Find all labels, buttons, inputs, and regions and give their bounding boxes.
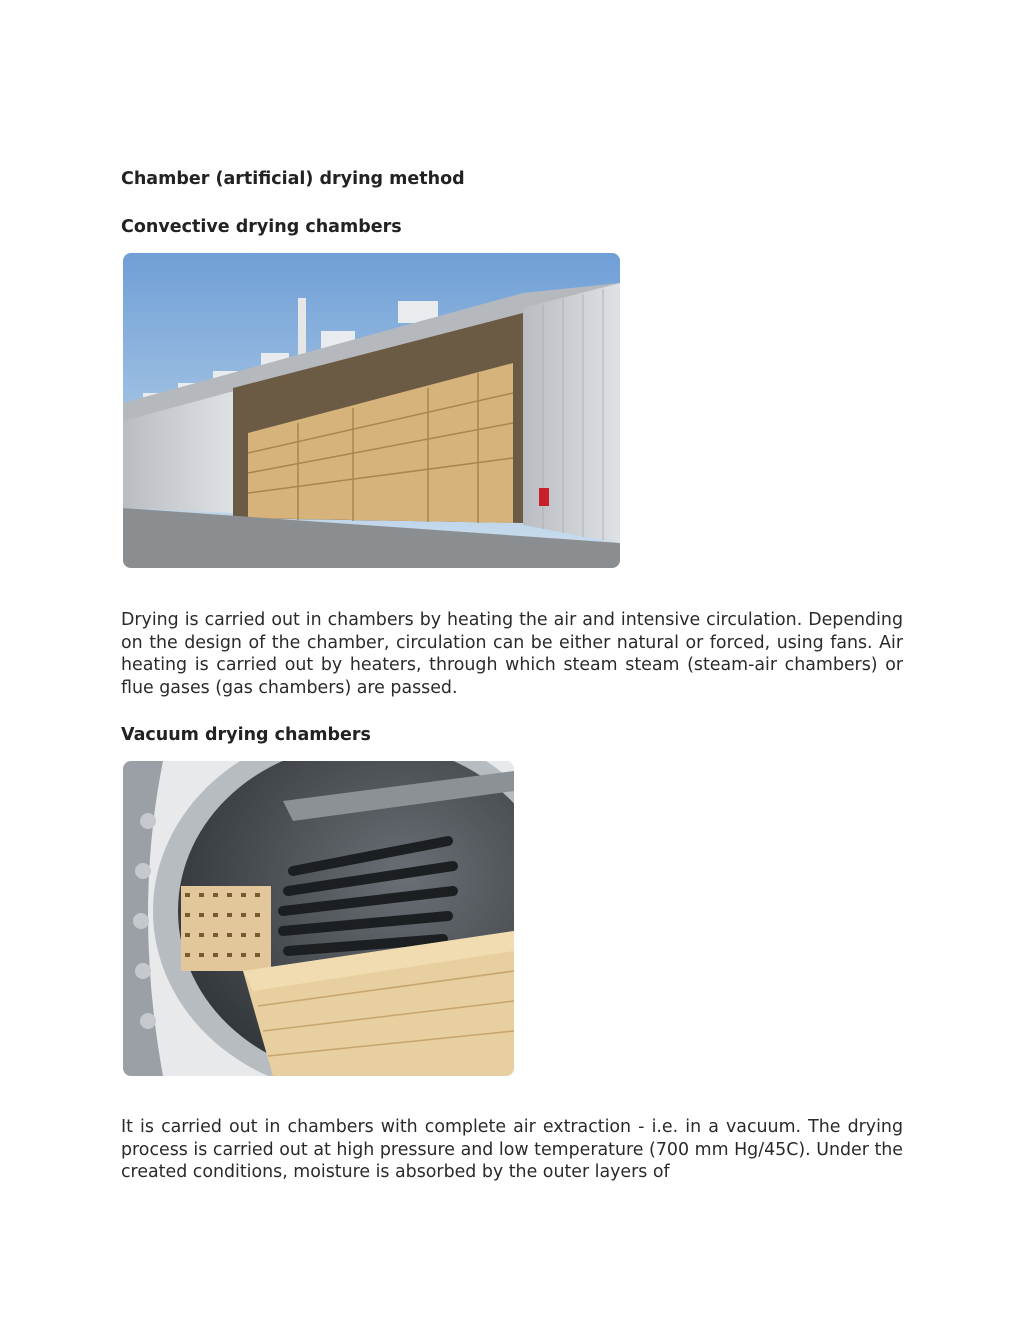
vacuum-heading: Vacuum drying chambers (121, 725, 371, 745)
vacuum-paragraph: It is carried out in chambers with complete air extraction - i.e. in a vacuum. The drying process is carried out at high pressure and low temperature (700 mm Hg/45C). Under the created conditions, moisture is absorbed by the outer layers of (121, 1117, 903, 1183)
convective-heading: Convective drying chambers (121, 217, 402, 237)
convective-paragraph: Drying is carried out in chambers by heating the air and intensive circulation. Depending on the design of the chamber, circulation can be either natural or forced, using fans. Air heating is carried out by heaters, through which steam steam (steam-air chambers) or flue gases (gas chambers) are passed. (121, 610, 903, 699)
main-heading: Chamber (artificial) drying method (121, 169, 465, 189)
vacuum-chamber-photo (123, 761, 514, 1076)
convective-chamber-photo (123, 253, 620, 568)
